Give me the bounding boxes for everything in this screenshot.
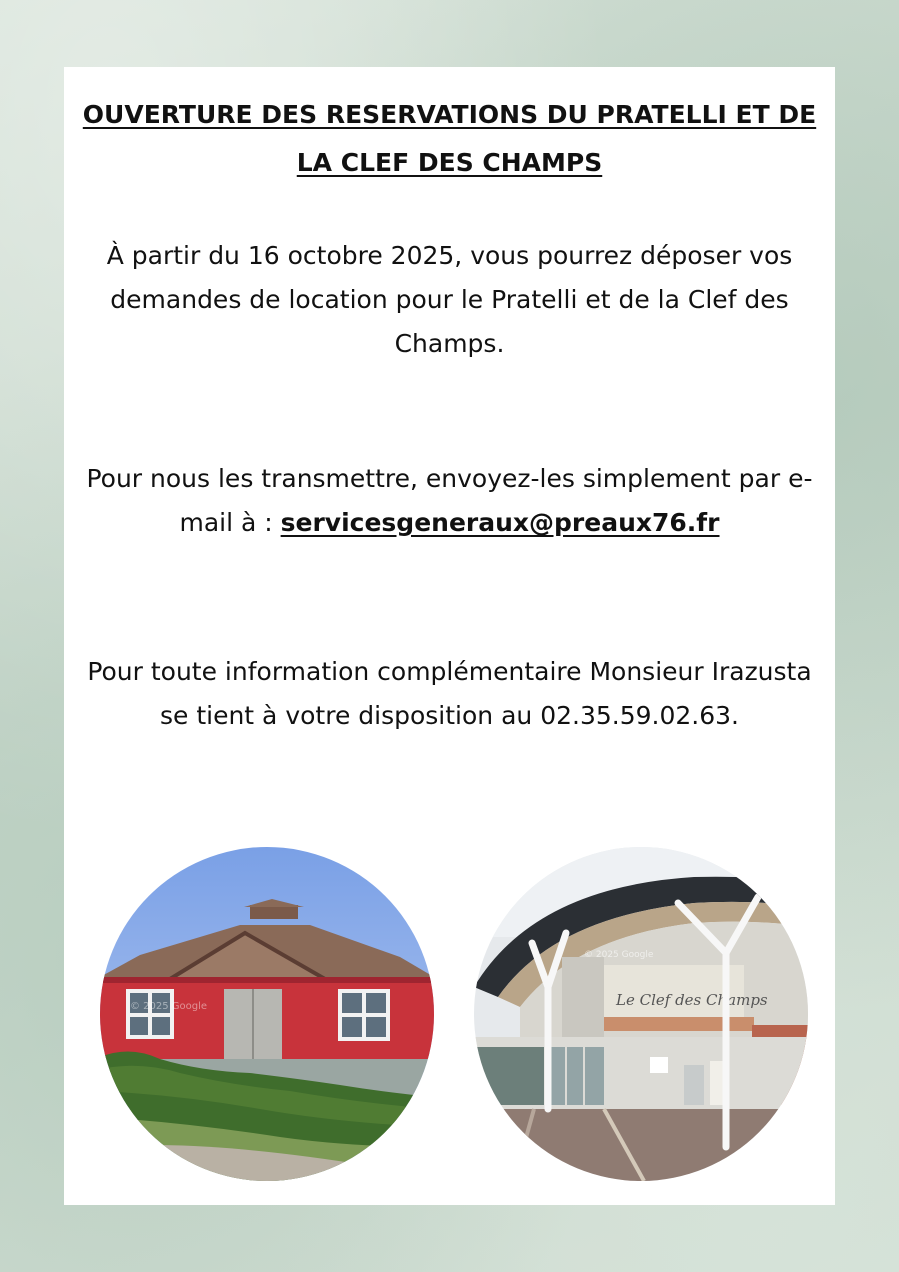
- watermark-text: © 2025 Google: [130, 1001, 208, 1012]
- paragraph-line: À partir du 16 octobre 2025, vous pourrez déposer vos: [106, 241, 793, 270]
- paragraph-line: demandes de location pour le Pratelli et de la Clef des: [110, 285, 789, 314]
- pratelli-photo: [100, 847, 434, 1181]
- contact-paragraph: [64, 650, 835, 738]
- watermark-text: © 2025 Google: [584, 950, 654, 960]
- poster-title: [64, 91, 835, 187]
- email-link[interactable]: servicesgeneraux@preaux76.fr: [280, 508, 720, 537]
- paragraph-line: Champs.: [394, 329, 505, 358]
- paragraph-line: Pour toute information complémentaire Monsieur Irazusta: [87, 657, 812, 686]
- title-line-2: LA CLEF DES CHAMPS: [296, 148, 603, 177]
- poster-card: [64, 67, 835, 1205]
- opening-date-paragraph: [64, 234, 835, 366]
- paragraph-line: se tient à votre disposition au 02.35.59.02.63.: [159, 701, 739, 730]
- email-prefix: mail à :: [179, 508, 281, 537]
- paragraph-line: Pour nous les transmettre, envoyez-les simplement par e-: [86, 464, 813, 493]
- building-sign: Le Clef des Champs: [616, 991, 768, 1009]
- paragraph-line: [64, 501, 835, 545]
- title-line-1: OUVERTURE DES RESERVATIONS DU PRATELLI ET DE: [82, 100, 817, 129]
- clef-des-champs-photo: [474, 847, 808, 1181]
- email-paragraph: [64, 457, 835, 545]
